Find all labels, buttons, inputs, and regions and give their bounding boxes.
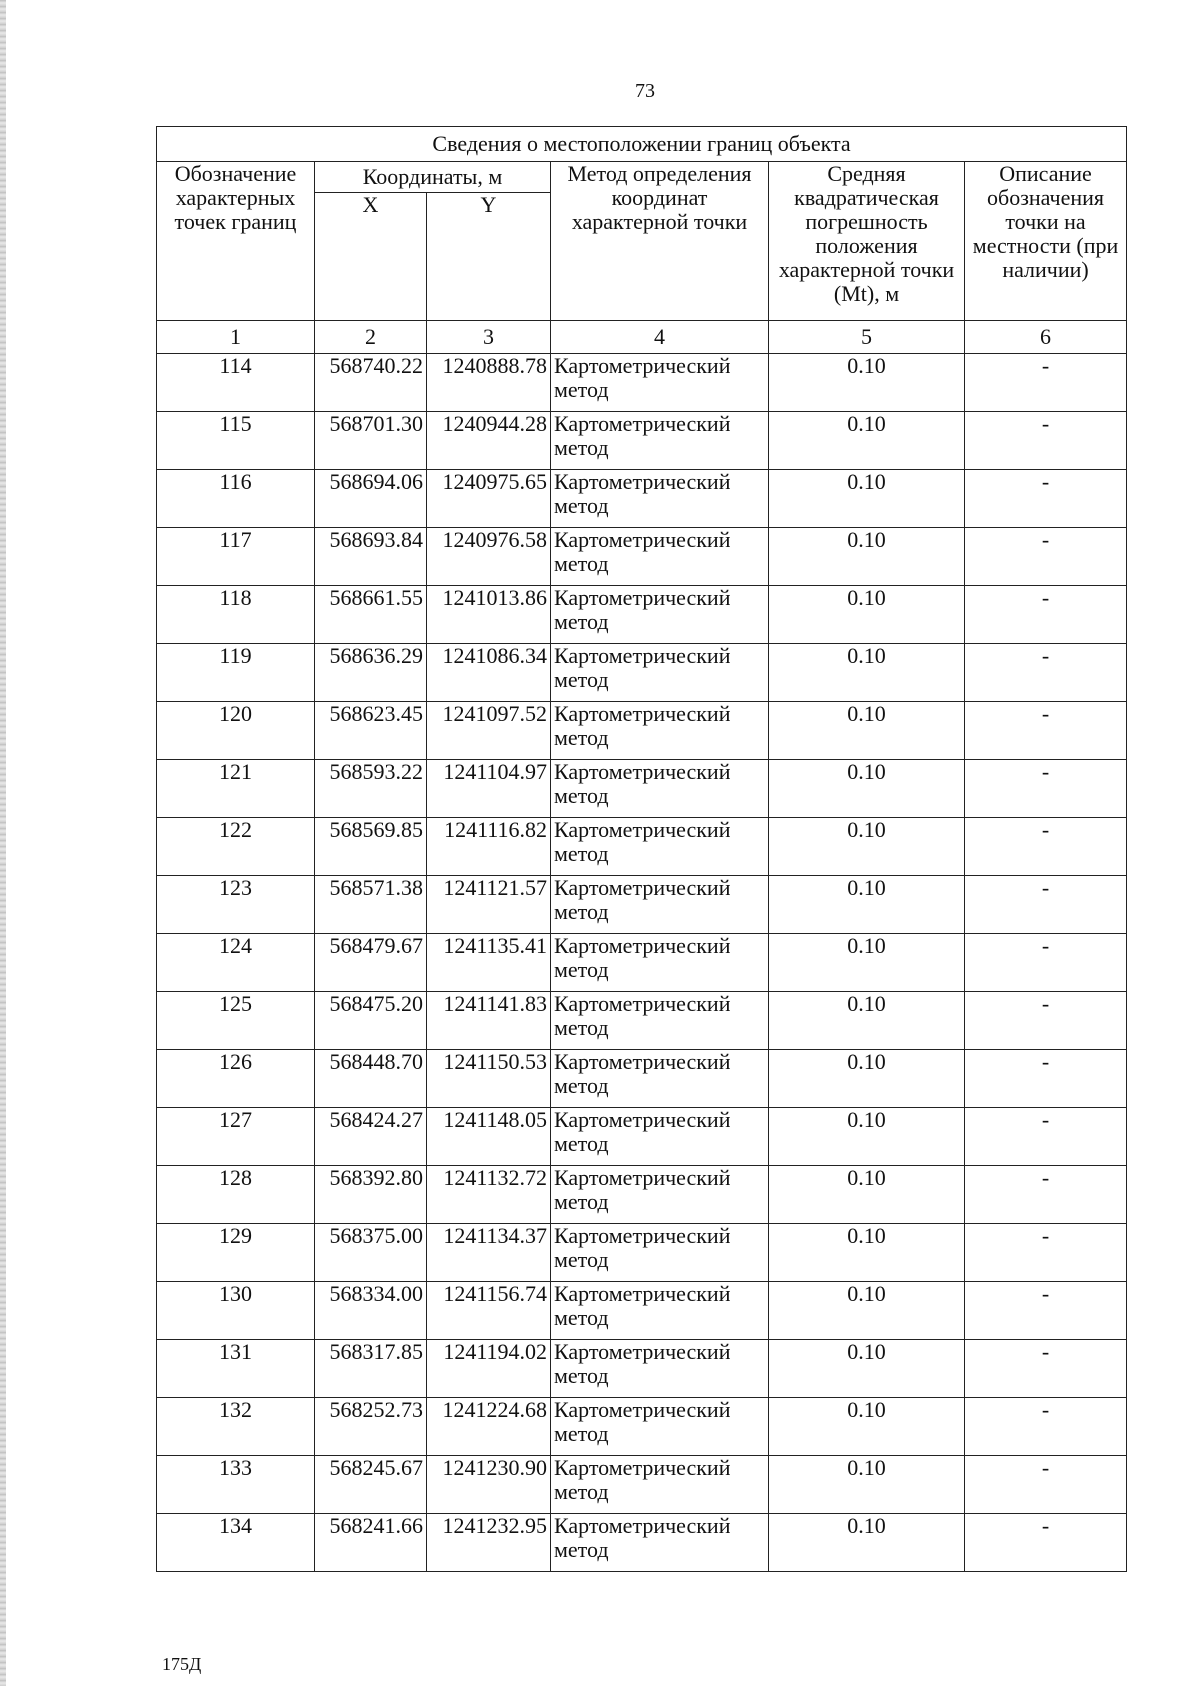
method-cell: Картометрический метод [551, 586, 769, 644]
y-coordinate-cell: 1241086.34 [427, 644, 551, 702]
error-cell: 0.10 [769, 760, 965, 818]
description-cell: - [965, 934, 1127, 992]
header-point: Обозначение характерных точек границ [157, 162, 315, 321]
x-coordinate-cell: 568569.85 [315, 818, 427, 876]
point-cell: 128 [157, 1166, 315, 1224]
column-number: 4 [551, 321, 769, 354]
method-cell: Картометрический метод [551, 1108, 769, 1166]
header-coords: Координаты, м [315, 162, 551, 193]
point-cell: 126 [157, 1050, 315, 1108]
point-cell: 115 [157, 412, 315, 470]
point-cell: 130 [157, 1282, 315, 1340]
y-coordinate-cell: 1240975.65 [427, 470, 551, 528]
description-cell: - [965, 470, 1127, 528]
method-cell: Картометрический метод [551, 1514, 769, 1572]
description-cell: - [965, 1340, 1127, 1398]
method-cell: Картометрический метод [551, 1456, 769, 1514]
point-cell: 121 [157, 760, 315, 818]
x-coordinate-cell: 568334.00 [315, 1282, 427, 1340]
method-cell: Картометрический метод [551, 876, 769, 934]
method-cell: Картометрический метод [551, 1224, 769, 1282]
error-cell: 0.10 [769, 1398, 965, 1456]
column-number: 3 [427, 321, 551, 354]
error-cell: 0.10 [769, 1224, 965, 1282]
column-number: 5 [769, 321, 965, 354]
point-cell: 120 [157, 702, 315, 760]
table-row [157, 470, 1127, 528]
error-cell: 0.10 [769, 818, 965, 876]
description-cell: - [965, 992, 1127, 1050]
header-x: X [315, 193, 427, 321]
point-cell: 134 [157, 1514, 315, 1572]
method-cell: Картометрический метод [551, 702, 769, 760]
point-cell: 119 [157, 644, 315, 702]
x-coordinate-cell: 568392.80 [315, 1166, 427, 1224]
point-cell: 131 [157, 1340, 315, 1398]
description-cell: - [965, 354, 1127, 412]
method-cell: Картометрический метод [551, 1398, 769, 1456]
y-coordinate-cell: 1241104.97 [427, 760, 551, 818]
y-coordinate-cell: 1241135.41 [427, 934, 551, 992]
x-coordinate-cell: 568475.20 [315, 992, 427, 1050]
description-cell: - [965, 644, 1127, 702]
method-cell: Картометрический метод [551, 1282, 769, 1340]
y-coordinate-cell: 1241232.95 [427, 1514, 551, 1572]
y-coordinate-cell: 1241156.74 [427, 1282, 551, 1340]
description-cell: - [965, 1514, 1127, 1572]
x-coordinate-cell: 568448.70 [315, 1050, 427, 1108]
x-coordinate-cell: 568424.27 [315, 1108, 427, 1166]
method-cell: Картометрический метод [551, 1166, 769, 1224]
header-error: Средняя квадратическая погрешность положения характерной точки (Mt), м [769, 162, 965, 321]
method-cell: Картометрический метод [551, 644, 769, 702]
table-row [157, 1050, 1127, 1108]
y-coordinate-cell: 1241230.90 [427, 1456, 551, 1514]
x-coordinate-cell: 568252.73 [315, 1398, 427, 1456]
error-cell: 0.10 [769, 934, 965, 992]
column-number: 6 [965, 321, 1127, 354]
y-coordinate-cell: 1240888.78 [427, 354, 551, 412]
description-cell: - [965, 412, 1127, 470]
x-coordinate-cell: 568623.45 [315, 702, 427, 760]
error-cell: 0.10 [769, 586, 965, 644]
table-row [157, 528, 1127, 586]
table-row [157, 1224, 1127, 1282]
table-row [157, 1398, 1127, 1456]
table-title: Сведения о местоположении границ объекта [157, 127, 1127, 162]
x-coordinate-cell: 568740.22 [315, 354, 427, 412]
x-coordinate-cell: 568479.67 [315, 934, 427, 992]
column-number: 2 [315, 321, 427, 354]
point-cell: 132 [157, 1398, 315, 1456]
table-row [157, 992, 1127, 1050]
y-coordinate-cell: 1241116.82 [427, 818, 551, 876]
method-cell: Картометрический метод [551, 354, 769, 412]
description-cell: - [965, 818, 1127, 876]
table-row [157, 876, 1127, 934]
y-coordinate-cell: 1241013.86 [427, 586, 551, 644]
boundary-table [156, 126, 1127, 1572]
x-coordinate-cell: 568241.66 [315, 1514, 427, 1572]
method-cell: Картометрический метод [551, 528, 769, 586]
table-row [157, 354, 1127, 412]
x-coordinate-cell: 568701.30 [315, 412, 427, 470]
description-cell: - [965, 1166, 1127, 1224]
method-cell: Картометрический метод [551, 470, 769, 528]
table-body [157, 354, 1127, 1572]
description-cell: - [965, 1398, 1127, 1456]
error-cell: 0.10 [769, 412, 965, 470]
error-cell: 0.10 [769, 644, 965, 702]
x-coordinate-cell: 568375.00 [315, 1224, 427, 1282]
x-coordinate-cell: 568317.85 [315, 1340, 427, 1398]
table-row [157, 760, 1127, 818]
method-cell: Картометрический метод [551, 934, 769, 992]
table-row [157, 644, 1127, 702]
error-cell: 0.10 [769, 528, 965, 586]
point-cell: 123 [157, 876, 315, 934]
column-number-row [157, 321, 1127, 354]
y-coordinate-cell: 1241121.57 [427, 876, 551, 934]
point-cell: 114 [157, 354, 315, 412]
method-cell: Картометрический метод [551, 1340, 769, 1398]
point-cell: 129 [157, 1224, 315, 1282]
y-coordinate-cell: 1241224.68 [427, 1398, 551, 1456]
x-coordinate-cell: 568571.38 [315, 876, 427, 934]
scan-edge [0, 0, 6, 1686]
error-cell: 0.10 [769, 1166, 965, 1224]
table-row [157, 702, 1127, 760]
error-cell: 0.10 [769, 1108, 965, 1166]
table-row [157, 1166, 1127, 1224]
y-coordinate-cell: 1241194.02 [427, 1340, 551, 1398]
method-cell: Картометрический метод [551, 412, 769, 470]
method-cell: Картометрический метод [551, 818, 769, 876]
table-row [157, 1456, 1127, 1514]
description-cell: - [965, 586, 1127, 644]
description-cell: - [965, 702, 1127, 760]
point-cell: 127 [157, 1108, 315, 1166]
error-cell: 0.10 [769, 1340, 965, 1398]
error-cell: 0.10 [769, 354, 965, 412]
method-cell: Картометрический метод [551, 1050, 769, 1108]
error-cell: 0.10 [769, 1514, 965, 1572]
point-cell: 118 [157, 586, 315, 644]
point-cell: 117 [157, 528, 315, 586]
header-y: Y [427, 193, 551, 321]
table-row [157, 1108, 1127, 1166]
header-method: Метод определения координат характерной точки [551, 162, 769, 321]
point-cell: 133 [157, 1456, 315, 1514]
y-coordinate-cell: 1241141.83 [427, 992, 551, 1050]
error-cell: 0.10 [769, 992, 965, 1050]
y-coordinate-cell: 1241134.37 [427, 1224, 551, 1282]
error-cell: 0.10 [769, 876, 965, 934]
y-coordinate-cell: 1241148.05 [427, 1108, 551, 1166]
x-coordinate-cell: 568636.29 [315, 644, 427, 702]
description-cell: - [965, 528, 1127, 586]
description-cell: - [965, 1282, 1127, 1340]
description-cell: - [965, 1108, 1127, 1166]
table-row [157, 934, 1127, 992]
point-cell: 125 [157, 992, 315, 1050]
point-cell: 122 [157, 818, 315, 876]
description-cell: - [965, 760, 1127, 818]
point-cell: 124 [157, 934, 315, 992]
error-cell: 0.10 [769, 702, 965, 760]
description-cell: - [965, 1050, 1127, 1108]
page-number: 73 [635, 80, 655, 102]
table-row [157, 818, 1127, 876]
error-cell: 0.10 [769, 1456, 965, 1514]
y-coordinate-cell: 1241150.53 [427, 1050, 551, 1108]
x-coordinate-cell: 568661.55 [315, 586, 427, 644]
table-row [157, 586, 1127, 644]
description-cell: - [965, 1456, 1127, 1514]
method-cell: Картометрический метод [551, 760, 769, 818]
header-description: Описание обозначения точки на местности (при наличии) [965, 162, 1127, 321]
document-code: 175Д [162, 1654, 202, 1674]
error-cell: 0.10 [769, 470, 965, 528]
column-number: 1 [157, 321, 315, 354]
y-coordinate-cell: 1240944.28 [427, 412, 551, 470]
x-coordinate-cell: 568593.22 [315, 760, 427, 818]
table-row [157, 1514, 1127, 1572]
point-cell: 116 [157, 470, 315, 528]
y-coordinate-cell: 1241097.52 [427, 702, 551, 760]
y-coordinate-cell: 1241132.72 [427, 1166, 551, 1224]
table-row [157, 1340, 1127, 1398]
description-cell: - [965, 1224, 1127, 1282]
table-row [157, 412, 1127, 470]
y-coordinate-cell: 1240976.58 [427, 528, 551, 586]
error-cell: 0.10 [769, 1050, 965, 1108]
x-coordinate-cell: 568693.84 [315, 528, 427, 586]
method-cell: Картометрический метод [551, 992, 769, 1050]
description-cell: - [965, 876, 1127, 934]
x-coordinate-cell: 568245.67 [315, 1456, 427, 1514]
table-row [157, 1282, 1127, 1340]
x-coordinate-cell: 568694.06 [315, 470, 427, 528]
error-cell: 0.10 [769, 1282, 965, 1340]
